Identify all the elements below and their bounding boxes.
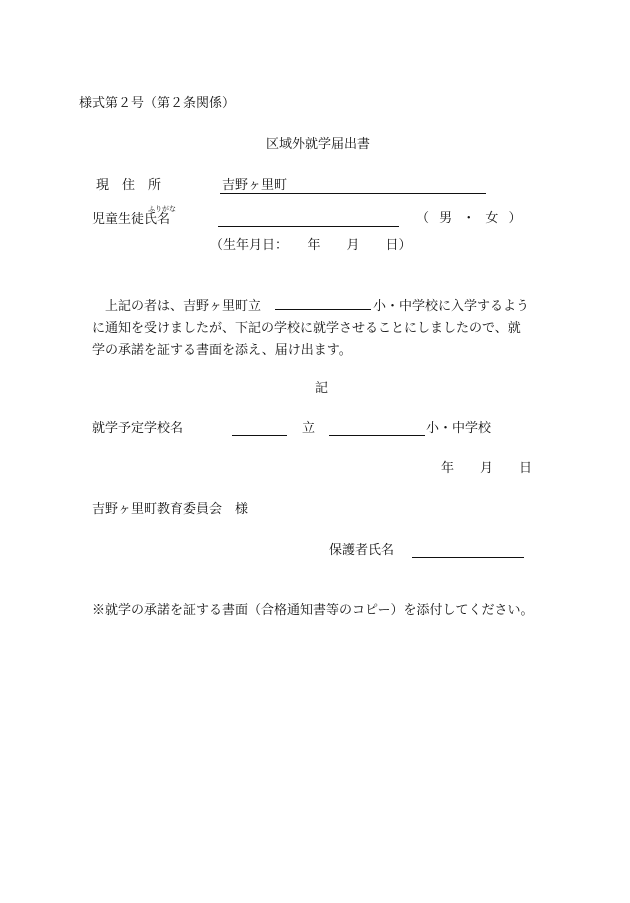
birth-date: （生年月日： 年 月 日） [210, 238, 412, 253]
school-label: 就学予定学校名 [92, 421, 184, 436]
body-line-2: に通知を受けましたが、下記の学校に就学させることにしましたので、就 [92, 321, 521, 336]
body-line-1 [92, 296, 562, 318]
address-value: 吉野ヶ里町 [222, 178, 288, 193]
date-line: 年 月 日 [441, 461, 533, 476]
guardian-label: 保護者氏名 [329, 543, 395, 558]
addressee: 吉野ヶ里町教育委員会 様 [92, 502, 249, 517]
municipality-underline [232, 435, 287, 436]
student-name-label: 児童生徒氏名 [92, 212, 171, 227]
gender-choice: （ 男 ・ 女 ） [416, 211, 525, 226]
body-line-3: 学の承諾を証する書面を添え、届け出ます。 [92, 343, 352, 358]
school-name-underline [329, 435, 425, 436]
address-underline [220, 193, 486, 194]
address-label: 現 住 所 [96, 178, 162, 193]
body-line-1-suffix: 小・中学校に入学するよう [373, 299, 530, 314]
body-paragraph [92, 296, 562, 362]
school-suffix: 小・中学校 [426, 421, 492, 436]
school-ritsu: 立 [302, 421, 316, 436]
school-name-blank-1 [275, 297, 371, 310]
guardian-underline [412, 557, 524, 558]
form-number: 様式第２号（第２条関係） [79, 96, 236, 111]
body-line-1-prefix: 上記の者は、吉野ヶ里町立 [105, 299, 262, 314]
document-title: 区域外就学届出書 [266, 137, 371, 152]
note: ※就学の承諾を証する書面（合格通知書等のコピー）を添付してください。 [92, 603, 534, 618]
furigana-label: ふりがな [148, 205, 176, 213]
ki-heading: 記 [315, 381, 329, 396]
student-name-underline [218, 226, 399, 227]
